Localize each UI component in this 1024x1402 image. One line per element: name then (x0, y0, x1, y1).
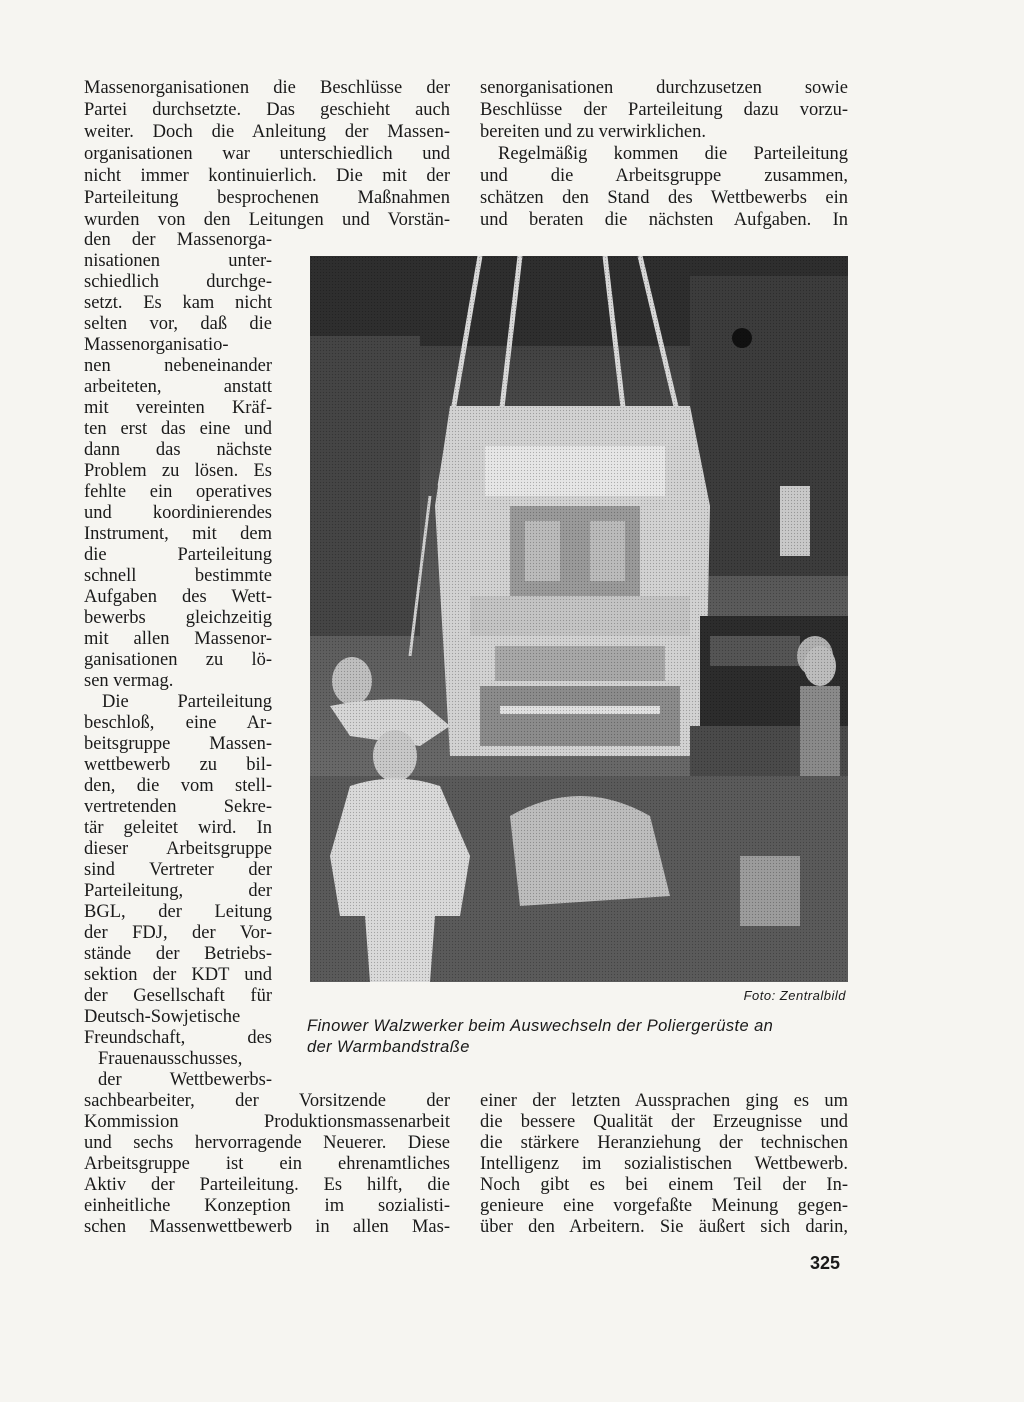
text-line: bereiten und zu verwirklichen. (480, 122, 707, 142)
text-line: Instrument, mit dem (84, 524, 272, 544)
text-line: Massenorganisationen die Beschlüsse der (84, 78, 450, 98)
text-line: der Gesellschaft für (84, 986, 272, 1006)
text-line: nisationen unter- (84, 251, 272, 271)
text-line: der Wettbewerbs- (98, 1070, 272, 1090)
text-line: Deutsch-Sowjetische (84, 1007, 241, 1027)
text-line: die bessere Qualität der Erzeugnisse und (480, 1112, 848, 1132)
page-number: 325 (810, 1253, 841, 1273)
text-line: wettbewerb zu bil- (84, 755, 272, 775)
photo-credit: Foto: Zentralbild (743, 988, 846, 1003)
text-line: schen Massenwettbewerb in allen Mas- (84, 1217, 450, 1237)
text-line: Regelmäßig kommen die Parteileitung (498, 144, 848, 164)
text-line: beschloß, eine Ar- (84, 713, 272, 733)
caption-line: Finower Walzwerker beim Auswechseln der Poliergerüste an (307, 1017, 774, 1035)
text-line: fehlte ein operatives (84, 482, 272, 502)
text-line: über den Arbeitern. Sie äußert sich darin, (480, 1217, 848, 1237)
text-line: weiter. Doch die Anleitung der Massen- (84, 122, 450, 142)
text-line: Noch gibt es bei einem Teil der In- (480, 1175, 848, 1195)
text-line: bewerbs gleichzeitig (84, 608, 272, 628)
text-line: nicht immer kontinuierlich. Die mit der (84, 166, 450, 186)
text-line: sen vermag. (84, 671, 174, 691)
text-line: Partei durchsetzte. Das geschieht auch (84, 100, 450, 120)
text-line: die stärkere Heranziehung der technischen (480, 1133, 848, 1153)
text-line: mit vereinten Kräf- (84, 398, 272, 418)
text-line: organisationen war unterschiedlich und (84, 144, 450, 164)
text-line: dieser Arbeitsgruppe (84, 839, 272, 859)
text-line: selten vor, daß die (84, 314, 272, 334)
text-line: schiedlich durchge- (84, 272, 272, 292)
text-line: nen nebeneinander (84, 356, 272, 376)
text-line: Aufgaben des Wett- (84, 587, 272, 607)
text-line: Parteileitung, der (84, 881, 272, 901)
text-line: Problem zu lösen. Es (84, 461, 272, 481)
text-line: Kommission Produktionsmassenarbeit (84, 1112, 450, 1132)
text-line: wurden von den Leitungen und Vorstän- (84, 210, 450, 230)
text-line: Freundschaft, des (84, 1028, 272, 1048)
text-line: genieure eine vorgefaßte Meinung gegen- (480, 1196, 848, 1216)
text-line: sachbearbeiter, der Vorsitzende der (84, 1091, 450, 1111)
text-line: BGL, der Leitung (84, 902, 272, 922)
text-line: Massenorganisatio- (84, 335, 229, 355)
text-line: arbeiteten, anstatt (84, 377, 272, 397)
text-line: senorganisationen durchzusetzen sowie (480, 78, 848, 98)
text-line: einheitliche Konzeption im sozialisti- (84, 1196, 450, 1216)
text-line: schätzen den Stand des Wettbewerbs ein (480, 188, 848, 208)
text-line: Aktiv der Parteileitung. Es hilft, die (84, 1175, 450, 1195)
text-line: vertretenden Sekre- (84, 797, 272, 817)
photo-illustration (310, 256, 848, 982)
text-line: den der Massenorga- (84, 230, 272, 250)
text-line: Beschlüsse der Parteileitung dazu vorzu- (480, 100, 848, 120)
photograph (310, 256, 848, 982)
text-line: einer der letzten Aussprachen ging es um (480, 1091, 848, 1111)
caption-line: der Warmbandstraße (307, 1038, 470, 1056)
text-line: den, die vom stell- (84, 776, 272, 796)
text-line: Intelligenz im sozialistischen Wettbewerb. (480, 1154, 848, 1174)
text-line: Arbeitsgruppe ist ein ehrenamtliches (84, 1154, 450, 1174)
text-line: schnell bestimmte (84, 566, 272, 586)
text-line: tär geleitet wird. In (84, 818, 272, 838)
text-line: und beraten die nächsten Aufgaben. In (480, 210, 848, 230)
text-line: setzt. Es kam nicht (84, 293, 272, 313)
text-line: ganisationen zu lö- (84, 650, 272, 670)
text-line: sind Vertreter der (84, 860, 272, 880)
text-line: beitsgruppe Massen- (84, 734, 272, 754)
text-line: mit allen Massenor- (84, 629, 272, 649)
text-line: die Parteileitung (84, 545, 272, 565)
text-line: stände der Betriebs- (84, 944, 272, 964)
text-line: Die Parteileitung (102, 692, 272, 712)
text-line: ten erst das eine und (84, 419, 272, 439)
text-line: dann das nächste (84, 440, 272, 460)
text-line: sektion der KDT und (84, 965, 272, 985)
text-line: Parteileitung besprochenen Maßnahmen (84, 188, 450, 208)
text-line: und sechs hervorragende Neuerer. Diese (84, 1133, 450, 1153)
text-line: und die Arbeitsgruppe zusammen, (480, 166, 848, 186)
text-line: und koordinierendes (84, 503, 272, 523)
text-line: Frauenausschusses, (98, 1049, 243, 1069)
text-line: der FDJ, der Vor- (84, 923, 272, 943)
